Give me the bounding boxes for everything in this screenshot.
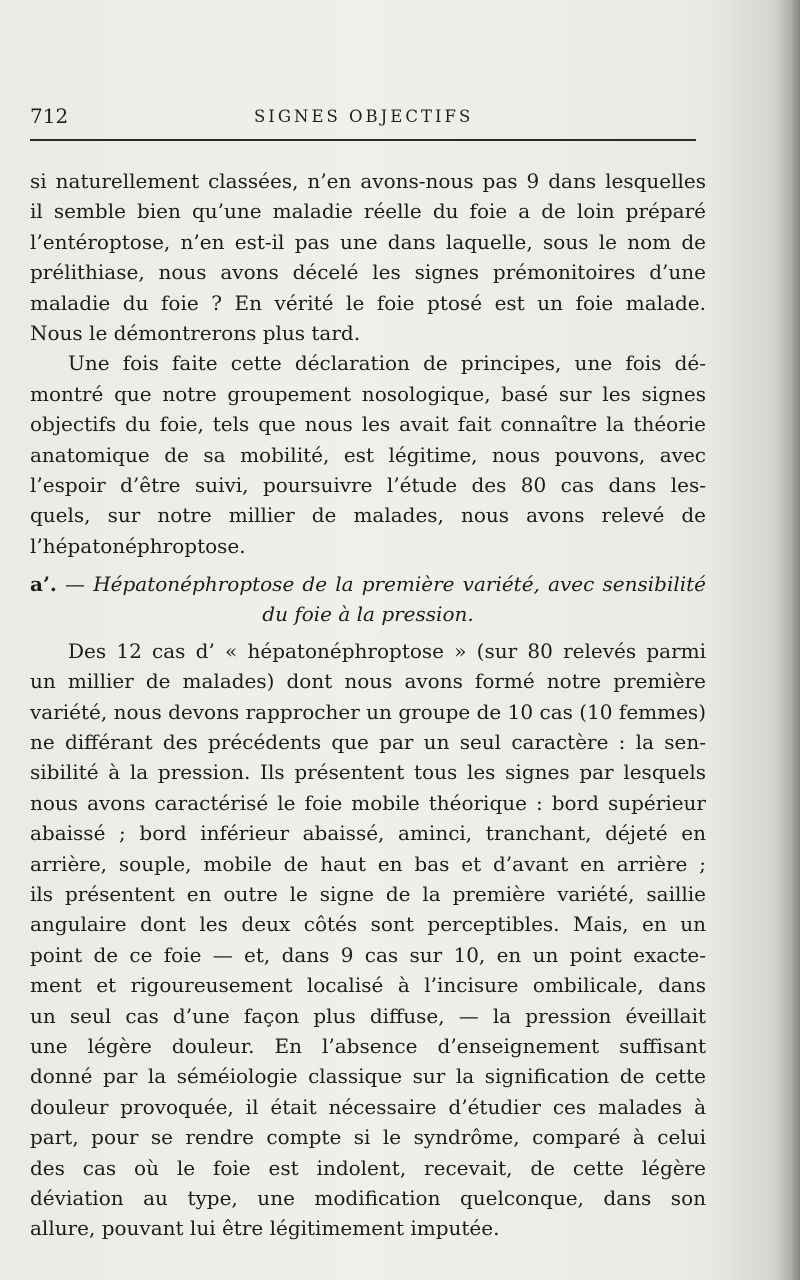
text-line: point de ce foie — et, dans 9 cas sur 10, en un point exacte- [30,942,706,967]
running-title: SIGNES OBJECTIFS [254,107,474,126]
text-line: Nous le démontrerons plus tard. [30,320,361,345]
text-line: l’hépatonéphroptose. [30,533,246,558]
text-line: l’entéroptose, n’en est-il pas une dans laquelle, sous le nom de [30,229,706,254]
text-line: ne différant des précédents que par un seul caractère : la sen- [30,730,706,755]
section-heading-line-2: du foie à la pression. [262,602,474,627]
text-line: l’espoir d’être suivi, poursuivre l’étude des 80 cas dans les- [30,472,706,497]
text-line: allure, pouvant lui être légitimement imputée. [30,1216,500,1241]
text-line: une légère douleur. En l’absence d’enseignement suffisant [30,1033,706,1058]
text-line: Des 12 cas d’ « hépatonéphroptose » (sur 80 relevés parmi [68,638,706,663]
section-heading-line-1 [30,569,706,599]
page-number: 712 [30,104,69,128]
text-line: arrière, souple, mobile de haut en bas et d’avant en arrière ; [30,851,706,876]
text-line: Une fois faite cette déclaration de principes, une fois dé- [68,351,706,376]
section-heading [30,569,706,630]
text-line: maladie du foie ? En vérité le foie ptosé est un foie malade. [30,290,706,315]
paragraph-2 [30,348,706,561]
page-header [30,98,698,138]
text-line: déviation au type, une modification quelconque, dans son [30,1185,706,1210]
text-line: ment et rigoureusement localisé à l’incisure ombilicale, dans [30,973,706,998]
text-line: si naturellement classées, n’en avons-nous pas 9 dans lesquelles [30,169,706,193]
text-line: nous avons caractérisé le foie mobile théorique : bord supérieur [30,790,706,815]
text-line: montré que notre groupement nosologique, basé sur les signes [30,381,706,406]
text-line: sibilité à la pression. Ils présentent tous les signes par lesquels [30,760,706,785]
text-line: donné par la séméiologie classique sur la signification de cette [30,1064,706,1089]
text-line: objectifs du foie, tels que nous les avait fait connaître la théorie [30,412,706,437]
text-line: un millier de malades) dont nous avons formé notre première [30,669,706,694]
paragraph-1 [30,166,706,348]
text-line: variété, nous devons rapprocher un groupe de 10 cas (10 femmes) [30,699,706,724]
section-marker: a’. [30,572,57,597]
text-line: part, pour se rendre compte si le syndrôme, comparé à celui [30,1125,706,1150]
text-line: douleur provoquée, il était nécessaire d’étudier ces malades à [30,1094,706,1119]
text-line: il semble bien qu’une maladie réelle du foie a de loin préparé [30,199,706,224]
paragraph-3 [30,636,706,1244]
text-line: angulaire dont les deux côtés sont perceptibles. Mais, en un [30,912,706,937]
header-rule [30,139,696,141]
text-line: ils présentent en outre le signe de la première variété, saillie [30,881,706,906]
book-spine-shadow [778,0,800,1280]
text-line: abaissé ; bord inférieur abaissé, aminci, tranchant, déjeté en [30,821,706,846]
text-line: prélithiase, nous avons décelé les signes prémonitoires d’une [30,260,706,285]
text-line: anatomique de sa mobilité, est légitime, nous pouvons, avec [30,442,706,467]
section-title-part-1: — Hépatonéphroptose de la première variété, avec sensibilité [56,572,706,597]
text-line: des cas où le foie est indolent, recevait, de cette légère [30,1155,706,1180]
page-body [30,166,706,1244]
text-line: quels, sur notre millier de malades, nous avons relevé de [30,503,706,528]
text-line: un seul cas d’une façon plus diffuse, — la pression éveillait [30,1003,706,1028]
